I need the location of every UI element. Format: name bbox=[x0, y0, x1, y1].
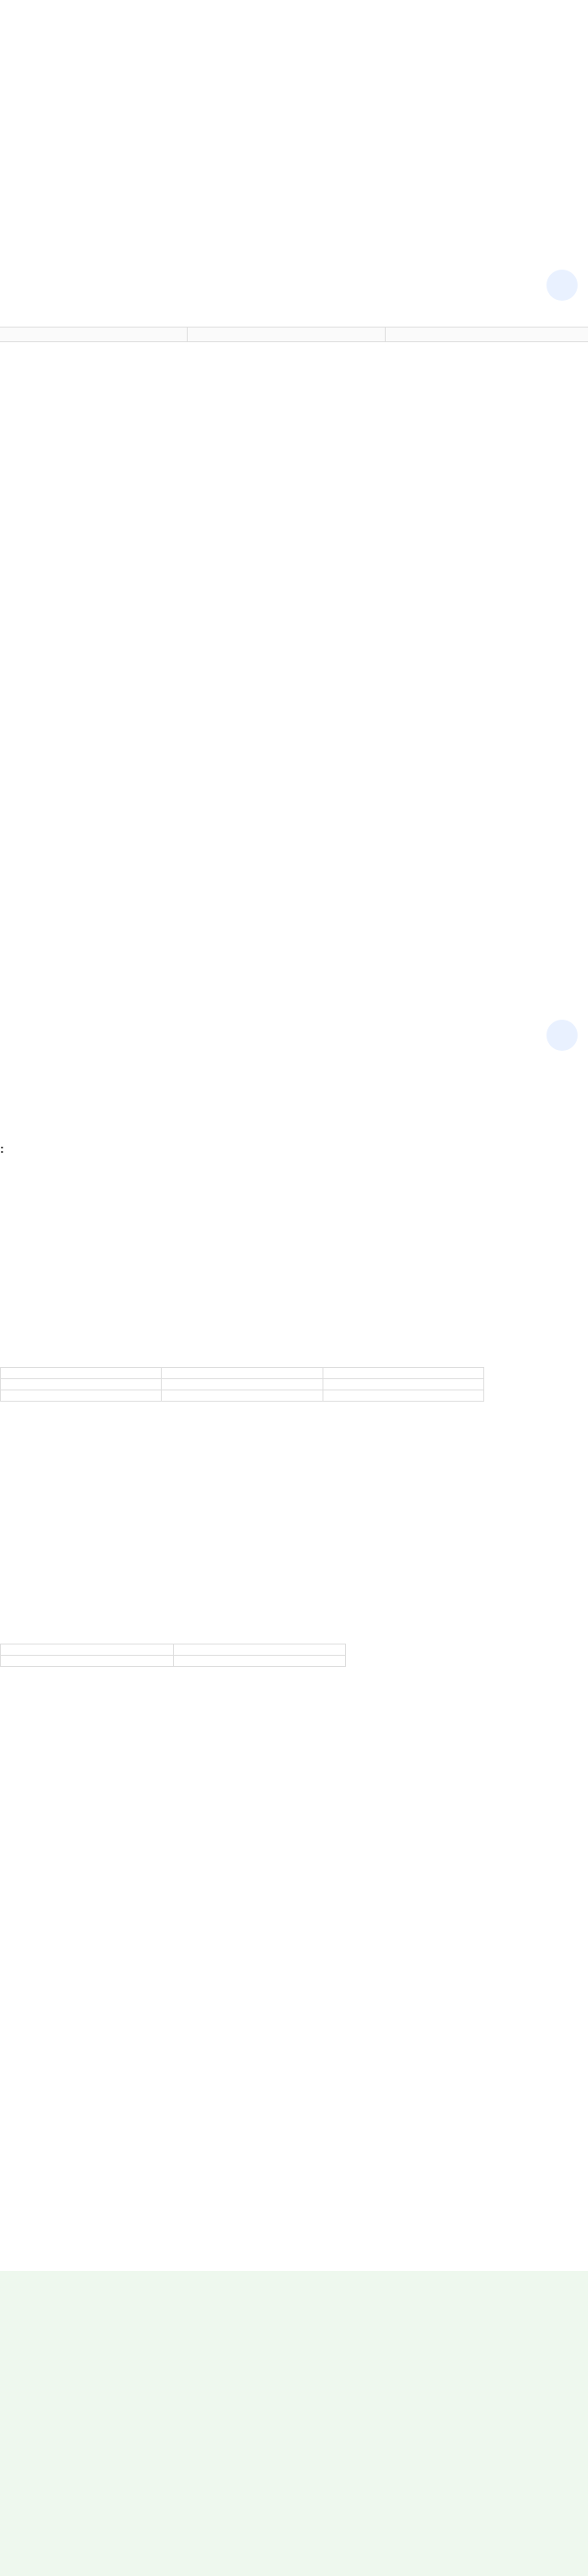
highlight-block bbox=[0, 2271, 588, 2576]
qtable-cell bbox=[1, 1390, 162, 1402]
qtable-h3 bbox=[323, 1368, 483, 1379]
ftable-h2 bbox=[173, 1644, 346, 1656]
forms-table bbox=[0, 1644, 346, 1667]
ftable-cell bbox=[173, 1656, 346, 1667]
ftable-cell bbox=[1, 1656, 174, 1667]
header-examples bbox=[386, 328, 588, 342]
qtable-cell bbox=[1, 1379, 162, 1390]
qtable-cell bbox=[162, 1390, 323, 1402]
header-meaning bbox=[188, 328, 386, 342]
section1-badge[interactable] bbox=[546, 270, 578, 301]
ftable-h1 bbox=[1, 1644, 174, 1656]
qtable-cell bbox=[323, 1379, 483, 1390]
header-suffix bbox=[0, 328, 188, 342]
qtable-h2 bbox=[162, 1368, 323, 1379]
qtable-cell bbox=[162, 1379, 323, 1390]
qtable-h1 bbox=[1, 1368, 162, 1379]
qtable-cell bbox=[323, 1390, 483, 1402]
questions-table bbox=[0, 1367, 484, 1402]
formed-line-2: : bbox=[0, 1142, 4, 1155]
suffix-table bbox=[0, 327, 588, 342]
section2-badge[interactable] bbox=[546, 1020, 578, 1051]
